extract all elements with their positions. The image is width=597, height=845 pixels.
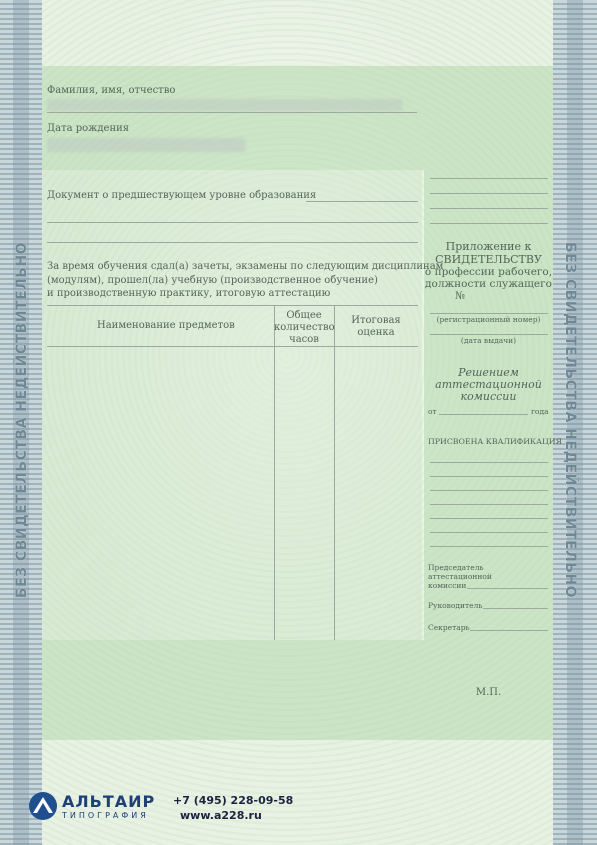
issue-date-line <box>430 334 548 335</box>
table-col-hours-2: количество <box>274 322 335 333</box>
table-col-divider-1 <box>274 305 275 640</box>
right-top-line-1 <box>430 178 548 179</box>
right-top-line-4 <box>430 223 548 224</box>
table-col-divider-2 <box>334 305 335 640</box>
appendix-line-2: СВИДЕТЕЛЬСТВУ <box>435 253 542 266</box>
prev-education-label: Документ о предшествующем уровне образования <box>47 190 317 201</box>
year-label: года <box>531 407 549 416</box>
head-label: Руководитель <box>428 601 483 610</box>
left-border-text: БЕЗ СВИДЕТЕЛЬСТВА НЕДЕЙСТВИТЕЛЬНО <box>14 241 30 599</box>
qualification-line-4 <box>430 504 548 505</box>
number-sign: № <box>455 290 465 302</box>
decision-line-2: аттестационной <box>435 378 542 391</box>
qualification-line-6 <box>430 532 548 533</box>
prev-education-line-3 <box>47 242 418 243</box>
qualification-line-3 <box>430 490 548 491</box>
prev-education-line-1 <box>306 201 418 202</box>
chair-label-2: аттестационной <box>428 572 492 581</box>
chair-label-1: Председатель <box>428 563 484 572</box>
study-text-line-3: и производственную практику, итоговую аттестацию <box>47 288 331 299</box>
appendix-line-3: о профессии рабочего, <box>424 266 553 278</box>
qualification-line-1 <box>430 462 548 463</box>
table-col-grade-1: Итоговая <box>351 315 401 326</box>
table-col-subjects: Наименование предметов <box>97 320 235 331</box>
reg-number-line <box>430 313 548 314</box>
qualification-line-7 <box>430 546 548 547</box>
table-col-hours-3: часов <box>289 334 319 345</box>
printer-phone: +7 (495) 228-09-58 <box>173 794 294 807</box>
table-header-border <box>47 346 418 347</box>
decision-line-3: комиссии <box>460 390 517 403</box>
top-band <box>42 66 553 170</box>
table-col-grade-2: оценка <box>357 327 395 338</box>
right-top-line-3 <box>430 208 548 209</box>
prev-education-line-2 <box>47 222 418 223</box>
birth-date-label: Дата рождения <box>47 123 130 134</box>
decision-date-line <box>439 414 528 415</box>
appendix-line-1: Приложение к <box>445 240 532 253</box>
decision-line-1: Решением <box>458 366 519 379</box>
appendix-line-4: должности служащего <box>425 278 552 290</box>
study-text-line-2: (модулям), прошел(ла) учебную (производственное обучение) <box>47 275 378 286</box>
birth-date-value-redacted <box>47 138 245 152</box>
qualification-line-5 <box>430 518 548 519</box>
full-name-line <box>47 112 417 113</box>
secretary-label: Секретарь <box>428 623 470 632</box>
table-top-border <box>47 305 418 306</box>
from-label: от <box>428 407 437 416</box>
issue-date-caption: (дата выдачи) <box>460 336 517 345</box>
study-text-line-1: За время обучения сдал(а) зачеты, экзамены по следующим дисциплинам <box>47 261 444 272</box>
middle-band <box>42 170 422 640</box>
secretary-signature-line <box>470 630 548 631</box>
qualification-label: ПРИСВОЕНА КВАЛИФИКАЦИЯ <box>428 437 562 446</box>
reg-number-caption: (регистрационный номер) <box>436 315 541 324</box>
right-top-line-2 <box>430 193 548 194</box>
table-col-hours-1: Общее <box>286 310 322 321</box>
stamp-place: М.П. <box>475 687 502 698</box>
brand-subtitle: ТИПОГРАФИЯ <box>62 811 149 820</box>
chair-signature-line <box>467 588 548 589</box>
full-name-label: Фамилия, имя, отчество <box>47 85 176 96</box>
chair-label-3: комиссии <box>428 581 467 590</box>
right-border-text: БЕЗ СВИДЕТЕЛЬСТВА НЕДЕЙСТВИТЕЛЬНО <box>562 241 578 599</box>
altair-logo-icon <box>28 791 58 821</box>
printer-website: www.a228.ru <box>180 809 262 822</box>
qualification-line-2 <box>430 476 548 477</box>
full-name-value-redacted <box>47 99 402 111</box>
brand-name: АЛЬТАИР <box>62 792 156 811</box>
head-signature-line <box>483 608 548 609</box>
